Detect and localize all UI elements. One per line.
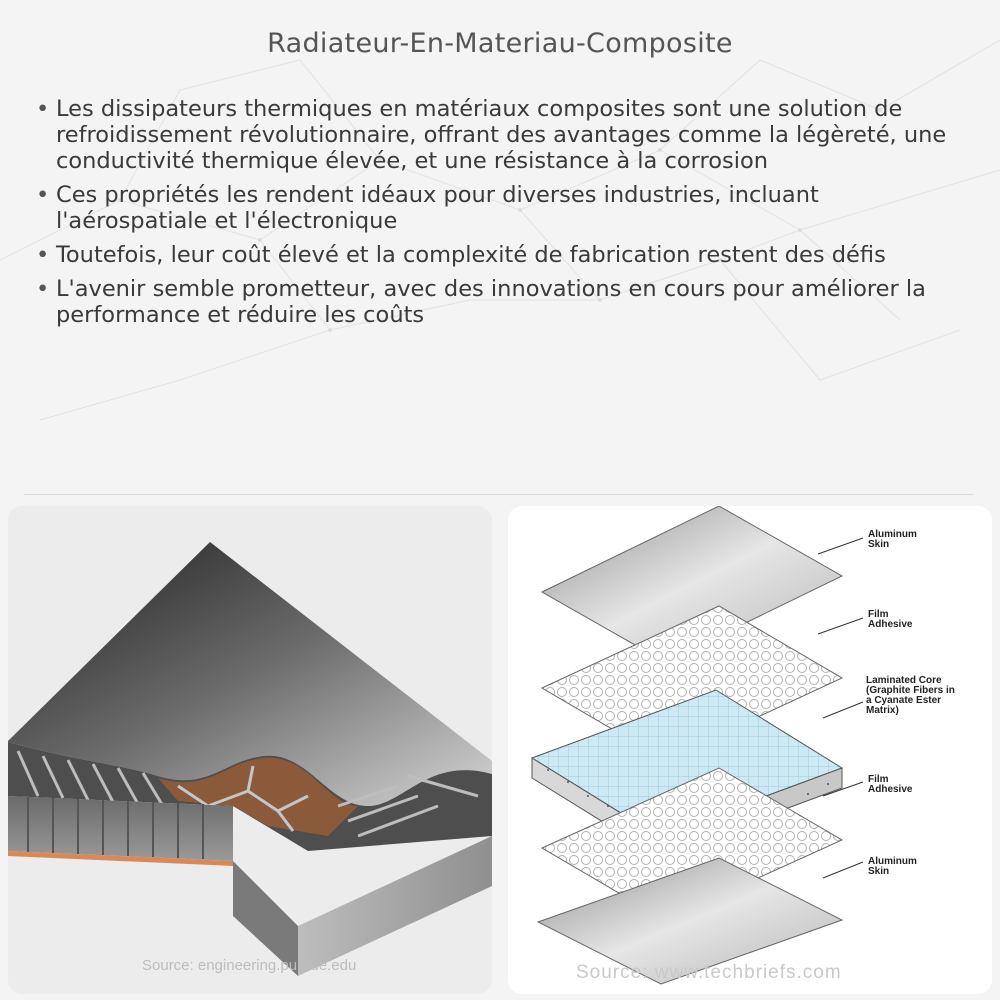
image-source-right: Source: www.techbriefs.com xyxy=(576,962,842,983)
section-divider xyxy=(24,494,974,495)
bullet-item: • L'avenir semble prometteur, avec des innovations en cours pour améliorer la performance et réduire les coûts xyxy=(34,276,964,328)
image-source-left: Source: engineering.purdue.edu xyxy=(142,957,357,974)
bullet-list xyxy=(34,96,964,336)
bullet-item: • Les dissipateurs thermiques en matériaux composites sont une solution de refroidissement révolutionnaire, offrant des avantages comme la légèreté, une conductivité thermique élevée, et une résistance à la corrosion xyxy=(34,96,964,174)
heat-sink-illustration xyxy=(8,506,492,994)
page-title: Radiateur-En-Materiau-Composite xyxy=(267,28,733,59)
label-aluminum-skin-top: Aluminum Skin xyxy=(868,529,917,550)
layer-diagram xyxy=(508,506,992,994)
label-film-adhesive-top: Film Adhesive xyxy=(868,609,913,630)
bullet-item: • Toutefois, leur coût élevé et la complexité de fabrication restent des défis xyxy=(34,242,964,268)
label-aluminum-skin-bottom: Aluminum Skin xyxy=(868,856,917,877)
bullet-item: • Ces propriétés les rendent idéaux pour diverses industries, incluant l'aérospatiale et l'électronique xyxy=(34,182,964,234)
label-laminated-core: Laminated Core (Graphite Fibers in a Cyanate Ester Matrix) xyxy=(866,675,955,716)
label-film-adhesive-bottom: Film Adhesive xyxy=(868,774,913,795)
